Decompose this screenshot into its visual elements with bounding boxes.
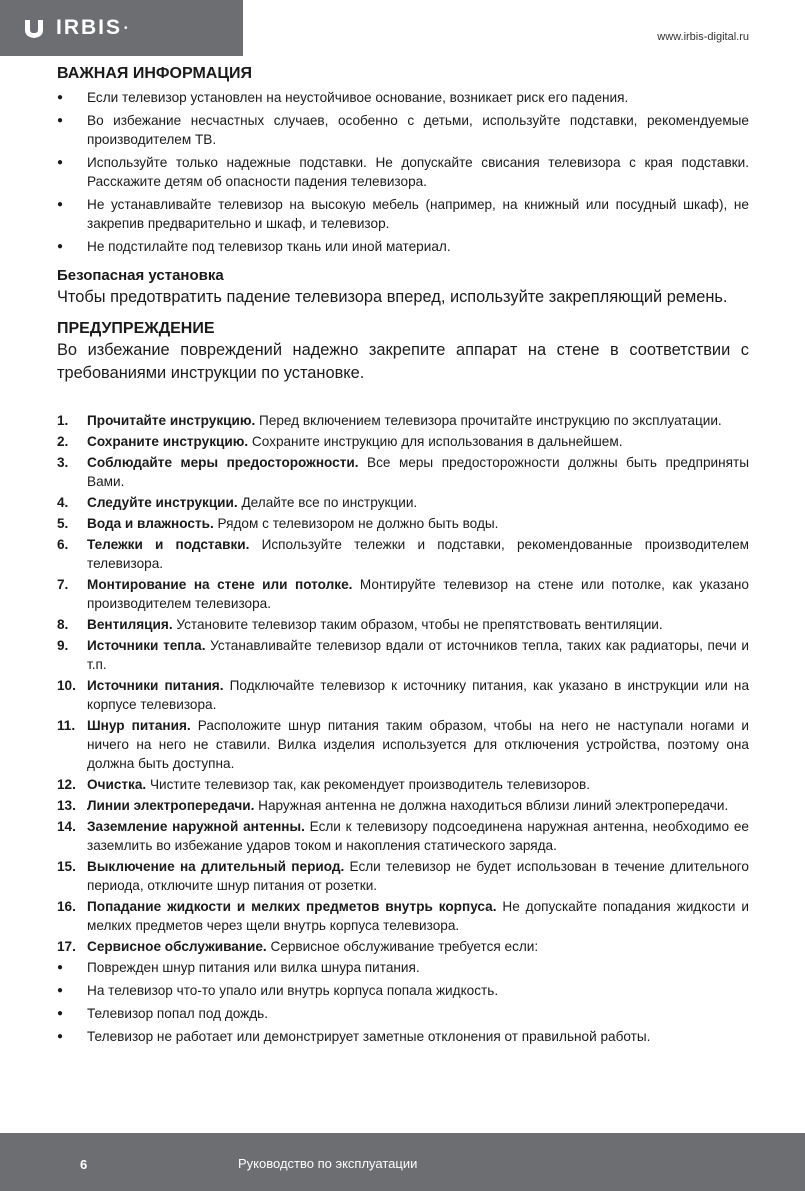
instruction-number: 9. bbox=[57, 638, 69, 653]
instruction-title: Соблюдайте меры предосторожности. bbox=[87, 455, 359, 470]
instruction-item bbox=[57, 937, 749, 956]
instruction-text: Используйте тележки и подставки, рекомендованные производителем телевизора. bbox=[87, 537, 749, 571]
instruction-item bbox=[57, 796, 749, 815]
brand-logo bbox=[0, 0, 243, 56]
instruction-title: Монтирование на стене или потолке. bbox=[87, 577, 353, 592]
footer-title: Руководство по эксплуатации bbox=[238, 1156, 418, 1171]
list-item: ● Если телевизор установлен на неустойчивое основание, возникает риск его падения. bbox=[57, 88, 749, 107]
instruction-item bbox=[57, 897, 749, 935]
instruction-item bbox=[57, 817, 749, 855]
instruction-text: Рядом с телевизором не должно быть воды. bbox=[213, 516, 499, 531]
important-title: ВАЖНАЯ ИНФОРМАЦИЯ bbox=[57, 65, 253, 82]
instruction-number: 15. bbox=[57, 859, 76, 874]
instruction-title: Сервисное обслуживание. bbox=[87, 939, 267, 954]
service-list bbox=[57, 958, 749, 1046]
instruction-title: Шнур питания. bbox=[87, 718, 191, 733]
instruction-title: Сохраните инструкцию. bbox=[87, 434, 249, 449]
instruction-title: Следуйте инструкции. bbox=[87, 495, 238, 510]
instruction-number: 4. bbox=[57, 495, 69, 510]
list-item: ● На телевизор что-то упало или внутрь корпуса попала жидкость. bbox=[57, 981, 749, 1000]
page-footer bbox=[0, 1133, 805, 1191]
instruction-title: Заземление наружной антенны. bbox=[87, 819, 305, 834]
instruction-item bbox=[57, 535, 749, 573]
instruction-item bbox=[57, 857, 749, 895]
instruction-item bbox=[57, 411, 749, 430]
instruction-text: Сохраните инструкцию для использования в дальнейшем. bbox=[248, 434, 623, 449]
instructions-list bbox=[57, 411, 749, 956]
instruction-number: 17. bbox=[57, 939, 76, 954]
instruction-number: 7. bbox=[57, 577, 69, 592]
instruction-text: Подключайте телевизор к источнику питания, как указано в инструкции или на корпусе телевизора. bbox=[87, 678, 750, 712]
instruction-item bbox=[57, 432, 749, 451]
instruction-text: Сервисное обслуживание требуется если: bbox=[266, 939, 539, 954]
instruction-item bbox=[57, 716, 749, 773]
warning-title: ПРЕДУПРЕЖДЕНИЕ bbox=[57, 320, 215, 337]
logo-text: IRBIS bbox=[56, 16, 123, 39]
page-content bbox=[57, 64, 749, 1050]
instruction-title: Очистка. bbox=[87, 777, 147, 792]
instruction-item bbox=[57, 775, 749, 794]
instruction-item bbox=[57, 453, 749, 491]
list-item: ● Не устанавливайте телевизор на высокую мебель (например, на книжный или посудный шкаф), не закрепив предварительно и шкаф, и телевизор. bbox=[57, 195, 749, 233]
instruction-text: Расположите шнур питания таким образом, чтобы на него не наступали ногами и ничего на него не ставили. Вилка изделия используется для отключения устройства, поэтому она должна быть доступна. bbox=[87, 718, 749, 771]
safe-install-text: Чтобы предотвратить падение телевизора вперед, используйте закрепляющий ремень. bbox=[57, 288, 728, 306]
list-item: ● Телевизор не работает или демонстрирует заметные отклонения от правильной работы. bbox=[57, 1027, 749, 1046]
instruction-text: Если телевизор не будет использован в течение длительного периода, отключите шнур питания от розетки. bbox=[87, 859, 749, 893]
instruction-item bbox=[57, 493, 749, 512]
instruction-item bbox=[57, 575, 749, 613]
instruction-text: Устанавливайте телевизор вдали от источников тепла, таких как радиаторы, печи и т.п. bbox=[87, 638, 749, 672]
list-item: ● Во избежание несчастных случаев, особенно с детьми, используйте подставки, рекомендуемые производителем ТВ. bbox=[57, 111, 749, 149]
instruction-text: Все меры предосторожности должны быть предприняты Вами. bbox=[87, 455, 749, 489]
important-list bbox=[57, 88, 749, 256]
instruction-title: Попадание жидкости и мелких предметов внутрь корпуса. bbox=[87, 899, 497, 914]
instruction-title: Тележки и подставки. bbox=[87, 537, 250, 552]
logo-dot: • bbox=[124, 22, 128, 34]
safe-install-title: Безопасная установка bbox=[57, 267, 224, 284]
instruction-number: 11. bbox=[57, 718, 76, 733]
list-item: ● Используйте только надежные подставки. Не допускайте свисания телевизора с края подставки. Расскажите детям об опасности падения телевизора. bbox=[57, 153, 749, 191]
instruction-text: Если к телевизору подсоединена наружная антенна, необходимо ее заземлить во избежание ударов током и накопления статического заряда. bbox=[87, 819, 749, 853]
instruction-text: Перед включением телевизора прочитайте инструкцию по эксплуатации. bbox=[255, 413, 722, 428]
instruction-number: 1. bbox=[57, 413, 69, 428]
instruction-number: 12. bbox=[57, 777, 76, 792]
instruction-item bbox=[57, 514, 749, 533]
instruction-title: Вода и влажность. bbox=[87, 516, 214, 531]
instruction-number: 6. bbox=[57, 537, 69, 552]
instruction-text: Чистите телевизор так, как рекомендует производитель телевизоров. bbox=[146, 777, 591, 792]
instruction-text: Наружная антенна не должна находиться вблизи линий электропередачи. bbox=[254, 798, 729, 813]
list-item: ● Поврежден шнур питания или вилка шнура питания. bbox=[57, 958, 749, 977]
instruction-number: 13. bbox=[57, 798, 76, 813]
list-item: ● Не подстилайте под телевизор ткань или иной материал. bbox=[57, 237, 749, 256]
instruction-number: 10. bbox=[57, 678, 76, 693]
site-url: www.irbis-digital.ru bbox=[657, 31, 749, 43]
instruction-title: Линии электропередачи. bbox=[87, 798, 255, 813]
instruction-text: Монтируйте телевизор на стене или потолке, как указано производителем телевизора. bbox=[87, 577, 749, 611]
instruction-number: 2. bbox=[57, 434, 69, 449]
instruction-title: Вентиляция. bbox=[87, 617, 173, 632]
instruction-item bbox=[57, 676, 749, 714]
instruction-number: 16. bbox=[57, 899, 76, 914]
instruction-number: 3. bbox=[57, 455, 69, 470]
instruction-item bbox=[57, 636, 749, 674]
instruction-number: 5. bbox=[57, 516, 69, 531]
instruction-text: Делайте все по инструкции. bbox=[237, 495, 418, 510]
instruction-number: 8. bbox=[57, 617, 69, 632]
instruction-title: Источники тепла. bbox=[87, 638, 206, 653]
instruction-title: Выключение на длительный период. bbox=[87, 859, 345, 874]
instruction-number: 14. bbox=[57, 819, 76, 834]
page-number: 6 bbox=[80, 1157, 88, 1172]
warning-text: Во избежание повреждений надежно закрепите аппарат на стене в соответствии с требованиями инструкции по установке. bbox=[57, 341, 749, 382]
irbis-logo-icon bbox=[22, 16, 46, 40]
instruction-title: Источники питания. bbox=[87, 678, 224, 693]
instruction-title: Прочитайте инструкцию. bbox=[87, 413, 256, 428]
instruction-item bbox=[57, 615, 749, 634]
instruction-text: Установите телевизор таким образом, чтобы не препятствовать вентиляции. bbox=[172, 617, 663, 632]
list-item: ● Телевизор попал под дождь. bbox=[57, 1004, 749, 1023]
instruction-text: Не допускайте попадания жидкости и мелких предметов через щели внутрь корпуса телевизора. bbox=[87, 899, 749, 933]
